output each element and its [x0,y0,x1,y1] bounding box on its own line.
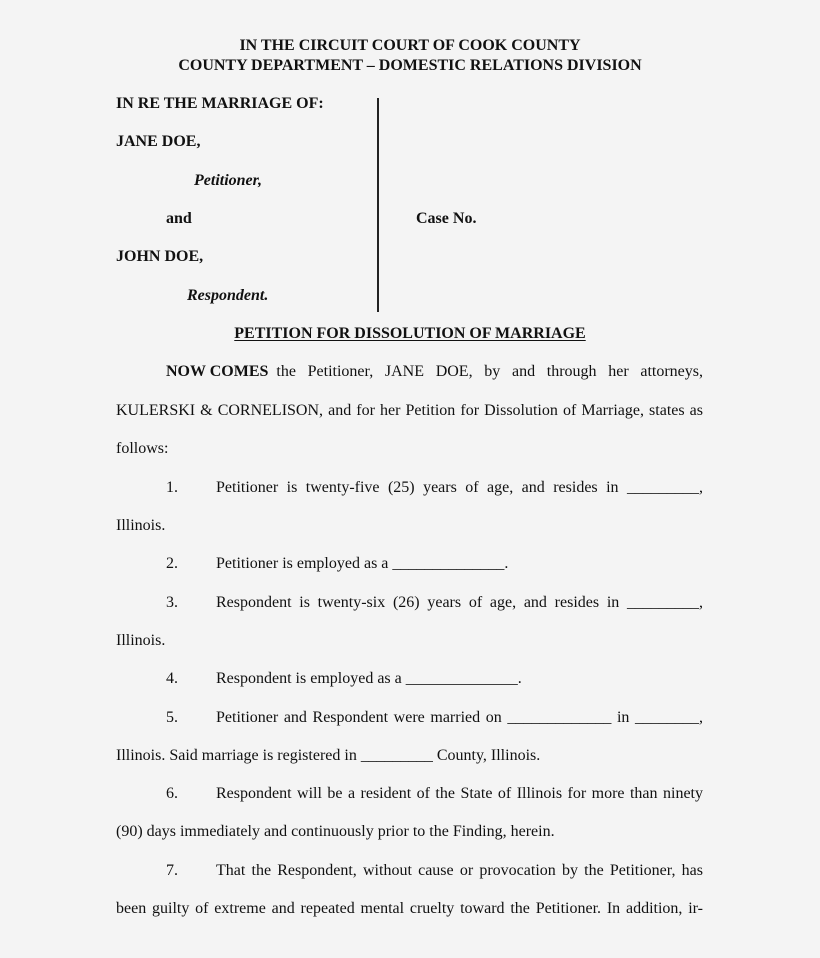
document-title: PETITION FOR DISSOLUTION OF MARRIAGE [234,325,586,342]
intro-line2: KULERSKI & CORNELISON, and for her Petition for Dissolution of Marriage, states as [116,402,703,419]
p7-line1: That the Respondent, without cause or provocation by the Petitioner, has [216,862,703,879]
intro-line1-rest: the Petitioner, JANE DOE, by and through her attorneys, [276,363,703,380]
intro-bold-lead: NOW COMES [166,363,269,380]
p3-number: 3. [166,594,178,611]
p6-line2: (90) days immediately and continuously prior to the Finding, herein. [116,823,555,840]
caption-respondent-name: JOHN DOE, [116,248,204,265]
p5-number: 5. [166,709,178,726]
case-number-label: Case No. [416,210,477,227]
p1-line2: Illinois. [116,517,166,534]
court-header-line1: IN THE CIRCUIT COURT OF COOK COUNTY [239,37,581,54]
p7-line2: been guilty of extreme and repeated mental cruelty toward the Petitioner. In addition, ir- [116,900,703,917]
caption-respondent-role: Respondent. [187,287,269,304]
p4-number: 4. [166,670,178,687]
p4-line1: Respondent is employed as a ______________. [216,670,522,687]
p6-number: 6. [166,785,178,802]
p3-line2: Illinois. [116,632,166,649]
caption-and: and [166,210,192,227]
intro-line3: follows: [116,440,169,457]
caption-divider [377,98,379,312]
p5-line1: Petitioner and Respondent were married on _____________ in ________, [216,709,703,726]
p2-line1: Petitioner is employed as a ______________. [216,555,509,572]
caption-petitioner-name: JANE DOE, [116,133,201,150]
intro-line1 [166,363,703,381]
p2-number: 2. [166,555,178,572]
p6-line1: Respondent will be a resident of the State of Illinois for more than ninety [216,785,703,802]
caption-petitioner-role: Petitioner, [194,172,262,189]
p1-line1: Petitioner is twenty-five (25) years of age, and resides in _________, [216,479,703,496]
p7-number: 7. [166,862,178,879]
court-header-line2: COUNTY DEPARTMENT – DOMESTIC RELATIONS DIVISION [178,57,642,74]
p3-line1: Respondent is twenty-six (26) years of age, and resides in _________, [216,594,703,611]
p5-line2: Illinois. Said marriage is registered in _________ County, Illinois. [116,747,541,764]
caption-in-re: IN RE THE MARRIAGE OF: [116,95,324,112]
p1-number: 1. [166,479,178,496]
